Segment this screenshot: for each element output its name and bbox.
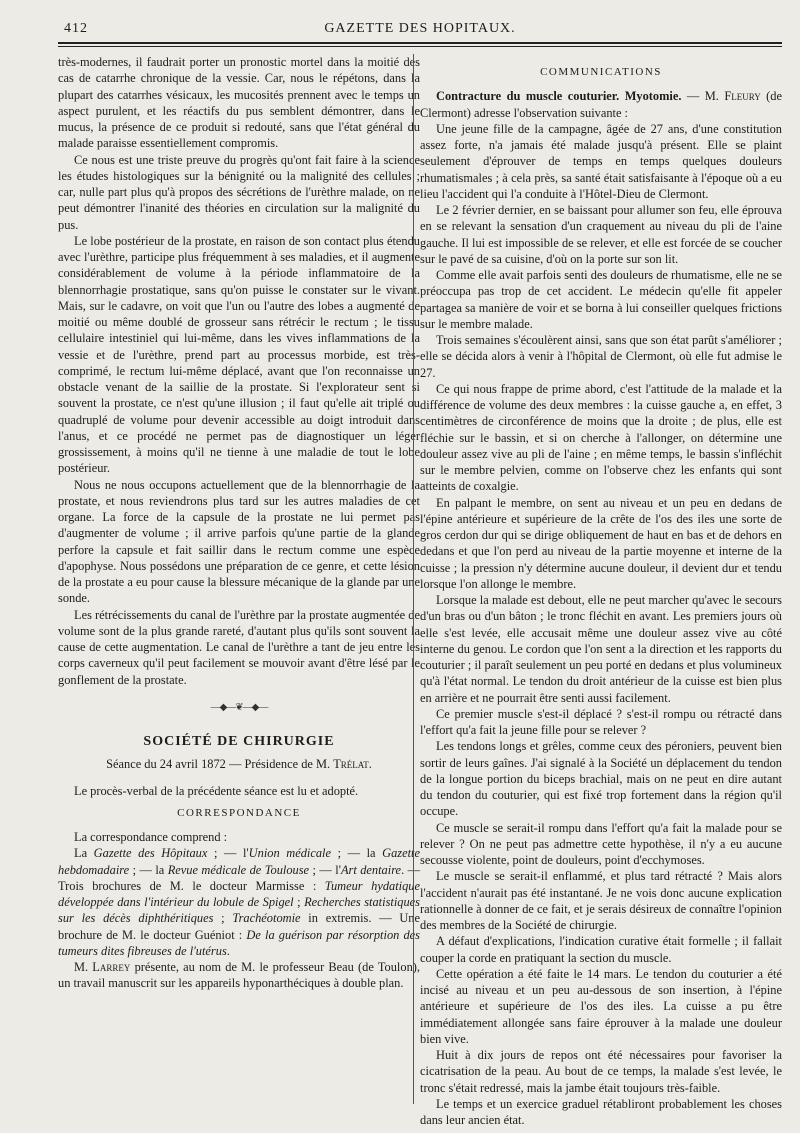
text-run: . — Trois brochures de M. le docteur Marmisse : bbox=[58, 862, 421, 893]
text-run: in extremis. — Une brochure de M. le docteur Guéniot : bbox=[58, 911, 421, 942]
column-divider bbox=[413, 54, 414, 1104]
left-paragraph: Ce nous est une triste preuve du progrès qu'ont fait faire à la science les études histologiques sur la bénignité ou la malignité des cellules ; car, nulle part plus qu'à propos des sécrétions de l'urèthre malade, on ne peut démontrer l'inanité des théories en circulation sur la malignité du pus. bbox=[58, 152, 420, 232]
society-title: SOCIÉTÉ DE CHIRURGIE bbox=[143, 734, 335, 749]
text-run: ; bbox=[213, 911, 233, 926]
text-run: La bbox=[74, 846, 94, 861]
proces-verbal: Le procès-verbal de la précédente séance est lu et adopté. bbox=[74, 783, 359, 798]
journal-title: Revue médicale de Toulouse bbox=[167, 862, 310, 877]
right-paragraph: Comme elle avait parfois senti des douleurs de rhumatisme, elle ne se préoccupa pas trop de cet accident. Le médecin qu'elle fit appeler partagea sa manière de voir et se borna à lui conseiller quelques frictions sur le membre malade. bbox=[420, 268, 782, 331]
communications-heading: COMMUNICATIONS bbox=[540, 66, 662, 78]
text-run: ; — l' bbox=[207, 846, 249, 861]
left-paragraph: Les rétrécissements du canal de l'urèthre par la prostate augmentée de volume sont de la plus grande rareté, d'autant plus qu'ils sont souvent la cause de cette augmentation. Le canal de l'urèthre a tant de jeu entre les corps caverneux qu'il peut facilement se mouvoir avant d'être lésé par le gonflement de la prostate. bbox=[58, 607, 420, 687]
communication-author: — M. Fleury bbox=[681, 89, 761, 104]
left-paragraph: Nous ne nous occupons actuellement que de la blennorrhagie de la prostate, et nous reviendrons plus tard sur les autres maladies de cet organe. La force de la capsule de la prostate ne lui permet pas d'augmenter de volume ; il arrive parfois qu'une partie de la glande perfore la capsule et fait saillir dans le rectum comme une espèce d'apophyse. Nous possédons une préparation de ce genre, et cette lésion de la prostate a eu pour cause la blessure mécanique de la glande par une sonde. bbox=[58, 477, 420, 606]
larrey-paragraph bbox=[58, 959, 420, 992]
left-paragraph: très-modernes, il faudrait porter un pronostic mortel dans la moitié des cas de catarrhe chronique de la vessie. Car, nous le répétons, dans la plupart des catarrhes vésicaux, les mucosités prennent avec le temps un aspect purulent, et les réactifs du pus semblent démontrer, dans le mucus, la présence de ce produit si redouté, sans que l'état général du malade paraisse essentiellement compromis. bbox=[58, 55, 420, 151]
right-paragraph: Cette opération a été faite le 14 mars. Le tendon du couturier a été incisé au niveau et un peu au-dessous de son insertion, à l'épine antérieure et supérieure de l'os des iles. La cuisse a pu être immédiatement allongée sans faire éprouver à la malade une douleur bien vive. bbox=[420, 966, 782, 1046]
correspondance-heading: CORRESPONDANCE bbox=[177, 806, 301, 819]
journal-title: Gazette hebdomadaire bbox=[58, 846, 420, 877]
right-paragraph: En palpant le membre, on sent au niveau et un peu en dedans de l'épine antérieure et supérieure de la crête de l'os des iles une sorte de gros cerdon dur qui se dirige obliquement de haut en bas et de dehors en dedans et que l'on perd au niveau de la partie moyenne et interne de la cuisse ; la pression n'y détermine aucune douleur, il devient dur et tendu lorsque l'on allonge le membre. bbox=[420, 495, 782, 591]
journal-title: Gazette des Hôpitaux bbox=[93, 846, 208, 861]
brochure-title: De la guérison par résorption des tumeurs dites fibreuses de l'utérus bbox=[58, 927, 421, 958]
right-paragraph: Huit à dix jours de repos ont été nécessaires pour favoriser la cicatrisation de la peau. Au bout de ce temps, la malade s'est levée, le tronc s'était redressé, mais la jambe était toujours très-faible. bbox=[420, 1048, 782, 1095]
communication-intro bbox=[420, 88, 782, 121]
right-paragraph: Le temps et un exercice graduel rétabliront probablement les choses dans leur ancien état. bbox=[420, 1096, 782, 1127]
right-paragraph: A défaut d'explications, l'indication curative était formelle ; il fallait couper la corde en pratiquant la section du muscle. bbox=[420, 934, 782, 965]
running-title: GAZETTE DES HOPITAUX. bbox=[324, 21, 516, 36]
right-paragraph: Ce premier muscle s'est-il déplacé ? s'est-il rompu ou rétracté dans l'effort qu'a fait la jeune fille pour se relever ? bbox=[420, 706, 782, 737]
communication-title: Contracture du muscle couturier. Myotomie. bbox=[436, 89, 682, 104]
seance-prefix: Séance du 24 avril 1872 — Présidence de M. bbox=[106, 757, 334, 772]
brochure-title: Trachéotomie bbox=[232, 911, 301, 926]
header-rule-thick bbox=[58, 42, 782, 44]
journal-title: Art dentaire bbox=[340, 862, 402, 877]
section-ornament: —◆—❦—◆— bbox=[210, 701, 268, 713]
left-column bbox=[58, 54, 420, 992]
left-paragraph: Le lobe postérieur de la prostate, en raison de son contact plus étendu avec l'urèthre, participe plus fréquemment à ses maladies, et il augmente considérablement de volume à la période inflammatoire de la blennorrhagie prostatique, sans qu'on puisse le constater sur le vivant. Mais, sur le cadavre, on voit que l'un ou l'autre des lobes a augmenté de moitié ou même doublé de grosseur sans rétrécir le rectum ; le tissu cellulaire intestiniel qui lui-même, dans les vives inflammations de la vessie et de l'urèthre, prend part au processus morbide, est très-comprimé, le rectum lui-même déplacé, avant que l'on reconnaisse un obstacle venant de la saillie de la prostate. Si l'explorateur sent si souvent la prostate, ce n'est qu'une illusion ; il faut qu'elle ait triplé ou quadruplé de volume pour devenir accessible au doigt introduit dans l'anus, et ce procédé ne permet pas de diagnostiquer un léger grossissement, à moins qu'il ne tienne à une maladie de tout le lobe postérieur. bbox=[58, 233, 420, 476]
page-header bbox=[58, 18, 782, 40]
right-paragraph: Ce muscle se serait-il rompu dans l'effort qu'a fait la malade pour se relever ? On ne peut pas admettre cette hypothèse, il n'y a eu aucune secousse violente, point de douleurs, point d'ecchymoses. bbox=[420, 820, 782, 867]
right-paragraph: Trois semaines s'écoulèrent ainsi, sans que son état parût s'améliorer ; elle se décida alors à venir à l'hôpital de Clermont, où elle fut admise le 27. bbox=[420, 333, 782, 380]
right-paragraph: Une jeune fille de la campagne, âgée de 27 ans, d'une constitution assez forte, n'a jamais été malade jusqu'à présent. Elle se plaint seulement d'éprouver de temps en temps quelques douleurs rhumatismales ; à cela près, sa santé était satisfaisante à l'époque où a eu lieu l'accident qui l'a conduite à l'Hôtel-Dieu de Clermont. bbox=[420, 121, 782, 201]
communication-author-rest: (de Clermont) adresse l'observation suivante : bbox=[420, 89, 782, 120]
right-paragraph: Ce qui nous frappe de prime abord, c'est l'attitude de la malade et la différence de volume des deux membres : la cuisse gauche a, en effet, 3 centimètres de circonférence de moins que la droite ; de plus, elle est fléchie sur le bassin, et si on cherche à l'allonger, on détermine une douleur assez vive au pli de l'aine ; en même temps, le bassin s'infléchit sur le membre pelvien, comme on l'observe chez les enfants qui sont atteints de coxalgie. bbox=[420, 381, 782, 494]
right-paragraph: Le 2 février dernier, en se baissant pour allumer son feu, elle éprouva en se relevant la sensation d'un craquement au niveau du pli de l'aine gauche. Il lui est impossible de se relever, et elle est forcée de se coucher sur le pavé de sa cuisine, d'où on la porte sur son lit. bbox=[420, 203, 782, 266]
seance-line bbox=[58, 756, 420, 772]
correspondance-list bbox=[58, 845, 420, 959]
larrey-text: présente, au nom de M. le professeur Beau (de Toulon), un travail manuscrit sur les appareils hyponarthéciques à double plan. bbox=[58, 960, 420, 991]
correspondance-intro: La correspondance comprend : bbox=[74, 830, 228, 844]
text-run: . bbox=[226, 943, 230, 958]
larrey-name: M. Larrey bbox=[74, 960, 131, 974]
journal-title: Union médicale bbox=[248, 846, 331, 861]
brochure-title: Tumeur hydatique développée dans l'intérieur du lobule de Spigel bbox=[58, 878, 420, 909]
text-run: ; — l' bbox=[309, 862, 341, 877]
header-rule-thin bbox=[58, 46, 782, 47]
text-run: ; — la bbox=[129, 862, 168, 877]
right-paragraph: Le muscle se serait-il enflammé, et plus tard rétracté ? Mais alors l'accident n'aurait pas été instantané. Je ne vois donc aucune explication rationnelle à donner de ce fait, et je serais désireux de connaître l'opinion des membres de la Société de chirurgie. bbox=[420, 869, 782, 932]
brochure-title: Recherches statistiques sur les décès diphthéritiques bbox=[58, 895, 420, 926]
right-column bbox=[420, 54, 782, 1128]
seance-president: Trélat. bbox=[333, 757, 372, 772]
right-paragraph: Lorsque la malade est debout, elle ne peut marcher qu'avec le secours d'un bras ou d'un bâton ; le tronc fléchit en avant. Les premiers jours où elle s'est levée, elle accusait même une douleur assez vive au côté interne du genou. Le cordon que l'on sent a la direction et les rapports du couturier ; il paraît seulement un peu porté en dedans et plus volumineux qu'à l'état normal. Le tendon du droit antérieur de la cuisse est bien plus en arrière et ne pourrait être senti aussi facilement. bbox=[420, 593, 782, 705]
page-number: 412 bbox=[64, 21, 88, 36]
text-run: ; — la bbox=[330, 846, 383, 861]
text-run: ; bbox=[293, 895, 305, 909]
right-paragraph: Les tendons longs et grêles, comme ceux des péroniers, peuvent bien sortir de leurs gaînes. J'ai signalé à la Société un déplacement du tendon de la longue portion du biceps brachial, mais on ne peut en dire autant du tendon du couturier, qui est fixé trop fortement dans la région qu'il occupe. bbox=[420, 739, 782, 819]
